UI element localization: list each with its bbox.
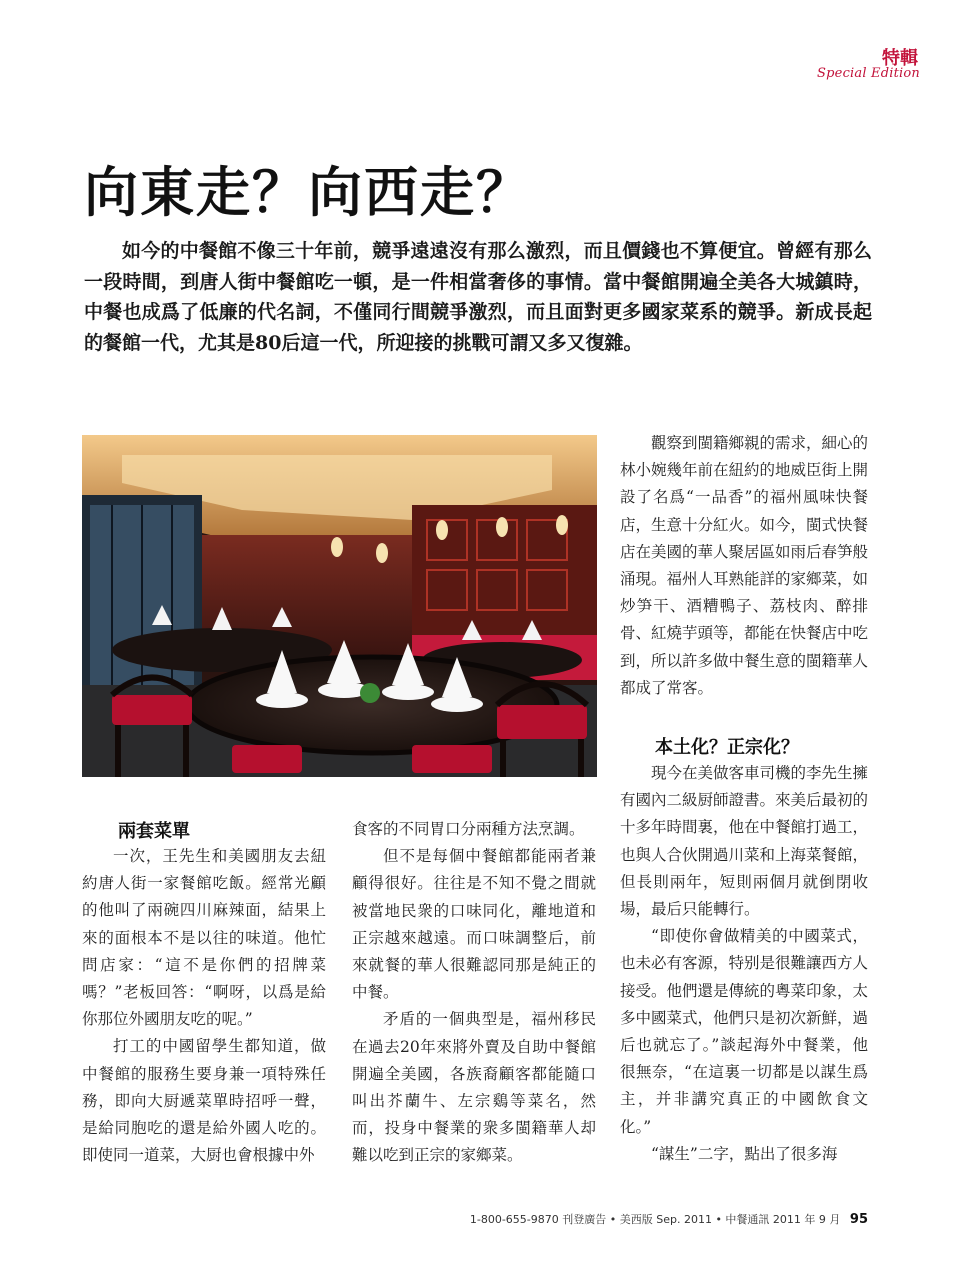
paragraph: “謀生”二字，點出了很多海 xyxy=(651,1144,838,1163)
paragraph: 一次，王先生和美國朋友去紐約唐人街一家餐館吃飯。經常光顧的他叫了兩碗四川麻辣面，結果上來的面根本不是以往的味道。他忙問店家：“這不是你們的招牌菜嗎？”老板回答：“啊呀，以爲是給你那位外國朋友吃的呢。” xyxy=(82,847,326,1029)
paragraph: 但不是每個中餐館都能兩者兼顧得很好。往往是不知不覺之間就被當地民衆的口味同化，離地道和正宗越來越遠。而口味調整后，前來就餐的華人很難認同那是純正的中餐。 xyxy=(352,847,596,1002)
section-label-en: Special Edition xyxy=(817,66,920,81)
body-column-3-top xyxy=(620,430,868,702)
section-label-zh: 特輯 xyxy=(882,48,918,69)
footer-text: 1-800-655-9870 刊登廣告 • 美西版 Sep. 2011 • 中餐通訊 2011 年 9 月 xyxy=(469,1213,841,1226)
paragraph: “即使你會做精美的中國菜式，也未必有客源，特别是很難讓西方人接受。他們還是傳統的粵菜印象，太多中國菜式，他們只是初次新鮮，過后也就忘了。”談起海外中餐業，他很無奈，“在這裏一切都是以謀生爲主，并非講究真正的中國飲食文化。” xyxy=(620,927,869,1136)
body-column-1 xyxy=(82,843,326,1169)
paragraph: 現今在美做客車司機的李先生擁有國內二級厨師證書。來美后最初的十多年時間裏，他在中餐館打過工，也與人合伙開過川菜和上海菜餐館，但長則兩年，短則兩個月就倒閉收場，最后只能轉行。 xyxy=(620,764,869,919)
paragraph: 食客的不同胃口分兩種方法烹調。 xyxy=(352,820,585,838)
body-column-2 xyxy=(352,816,596,1170)
section-heading-two-menus: 兩套菜單 xyxy=(118,821,190,842)
restaurant-photo xyxy=(82,435,597,777)
page-number: 95 xyxy=(849,1212,868,1227)
section-heading-localization: 本土化？正宗化？ xyxy=(655,737,799,758)
lead-paragraph: 如今的中餐館不像三十年前，競爭遠遠沒有那么激烈，而且價錢也不算便宜。曾經有那么一段時間，到唐人街中餐館吃一頓，是一件相當奢侈的事情。當中餐館開遍全美各大城鎮時，中餐也成爲了低廉的代名詞，不僅同行間競爭激烈，而且面對更多國家菜系的競爭。新成長起的餐館一代，尤其是80后這一代，所迎接的挑戰可謂又多又復雜。 xyxy=(84,240,872,354)
paragraph: 觀察到閩籍鄉親的需求，細心的林小婉幾年前在紐約的地威臣街上開設了名爲“一品香”的福州風味快餐店，生意十分紅火。如今，閩式快餐店在美國的華人聚居區如雨后春笋般涌現。福州人耳熟能詳的家鄉菜，如炒笋干、酒糟鴨子、荔枝肉、醉排骨、紅燒芋頭等，都能在快餐店中吃到，所以許多做中餐生意的閩籍華人都成了常客。 xyxy=(620,434,869,697)
article-title: 向東走？向西走？ xyxy=(84,160,532,224)
paragraph: 打工的中國留學生都知道，做中餐館的服務生要身兼一項特殊任務，即向大厨遞菜單時招呼一聲，是給同胞吃的還是給外國人吃的。即使同一道菜，大厨也會根據中外 xyxy=(82,1037,326,1165)
body-column-3-bottom xyxy=(620,760,868,1168)
page-footer xyxy=(470,1211,868,1227)
paragraph: 矛盾的一個典型是，福州移民在過去20年來將外賣及自助中餐館開遍全美國，各族裔顧客都能隨口叫出芥蘭牛、左宗鷄等菜名，然而，投身中餐業的衆多閩籍華人却難以吃到正宗的家鄉菜。 xyxy=(352,1010,596,1165)
restaurant-photo-illustration xyxy=(82,435,597,777)
